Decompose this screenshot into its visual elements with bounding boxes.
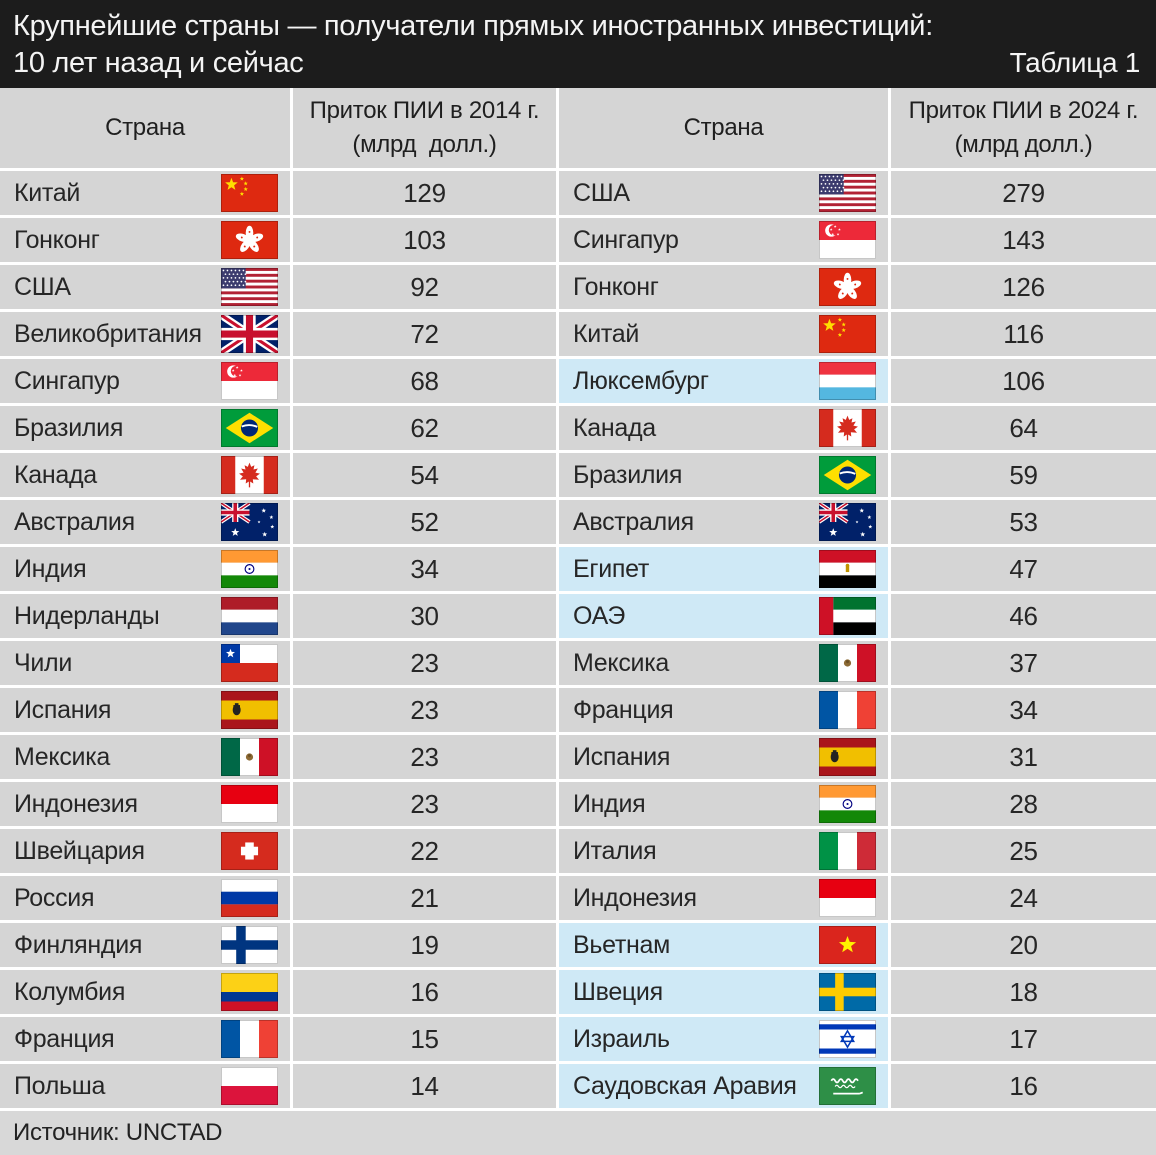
hongkong-flag-icon (819, 268, 876, 306)
fdi-value-2014: 52 (293, 500, 556, 544)
mexico-flag-icon (819, 644, 876, 682)
country-cell-2024 (559, 782, 888, 826)
country-cell-2024 (559, 970, 888, 1014)
fdi-value-2014: 92 (293, 265, 556, 309)
hongkong-flag-icon (221, 221, 278, 259)
fdi-value-2024: 59 (891, 453, 1156, 497)
country-cell-2024 (559, 594, 888, 638)
finland-flag-icon (221, 926, 278, 964)
china-flag-icon (819, 315, 876, 353)
country-cell-2024 (559, 265, 888, 309)
country-cell-2014 (0, 406, 290, 450)
country-name: Индия (573, 789, 646, 818)
country-cell-2014 (0, 923, 290, 967)
fdi-value-2014: 72 (293, 312, 556, 356)
poland-flag-icon (221, 1067, 278, 1105)
country-name: Франция (14, 1024, 115, 1053)
fdi-value-2024: 116 (891, 312, 1156, 356)
country-name: Россия (14, 883, 95, 912)
country-cell-2014 (0, 594, 290, 638)
uk-flag-icon (221, 315, 278, 353)
fdi-value-2014: 54 (293, 453, 556, 497)
fdi-value-2014: 21 (293, 876, 556, 920)
country-name: Австралия (573, 507, 694, 536)
header-country-2014 (0, 88, 290, 168)
source-note: Источник: UNCTAD (0, 1111, 1156, 1155)
fdi-value-2014: 62 (293, 406, 556, 450)
france-flag-icon (221, 1020, 278, 1058)
country-cell-2024 (559, 923, 888, 967)
fdi-value-2024: 126 (891, 265, 1156, 309)
country-name: Индонезия (573, 883, 697, 912)
mexico-flag-icon (221, 738, 278, 776)
country-cell-2024 (559, 735, 888, 779)
sweden-flag-icon (819, 973, 876, 1011)
fdi-value-2024: 24 (891, 876, 1156, 920)
country-name: Чили (14, 648, 72, 677)
country-cell-2024 (559, 829, 888, 873)
country-cell-2024 (559, 359, 888, 403)
country-cell-2024 (559, 876, 888, 920)
country-name: Китай (573, 319, 640, 348)
china-flag-icon (221, 174, 278, 212)
country-name: Бразилия (14, 413, 124, 442)
australia-flag-icon (819, 503, 876, 541)
country-cell-2014 (0, 500, 290, 544)
fdi-value-2014: 129 (293, 171, 556, 215)
country-cell-2014 (0, 218, 290, 262)
fdi-value-2014: 16 (293, 970, 556, 1014)
fdi-value-2014: 14 (293, 1064, 556, 1108)
country-name: Саудовская Аравия (573, 1071, 797, 1100)
header-inflow-2024 (891, 88, 1156, 168)
country-cell-2014 (0, 829, 290, 873)
country-name: Гонконг (14, 225, 100, 254)
fdi-table (0, 88, 1156, 1108)
brazil-flag-icon (819, 456, 876, 494)
fdi-value-2024: 47 (891, 547, 1156, 591)
fdi-value-2024: 106 (891, 359, 1156, 403)
header-subtext: (млрд долл.) (352, 131, 497, 158)
header-text: Приток ПИИ в 2014 г. (309, 97, 540, 124)
country-name: Франция (573, 695, 674, 724)
header-inflow-2014 (293, 88, 556, 168)
country-name: Индонезия (14, 789, 138, 818)
australia-flag-icon (221, 503, 278, 541)
saudi-arabia-flag-icon (819, 1067, 876, 1105)
canada-flag-icon (221, 456, 278, 494)
header-text: Приток ПИИ в 2024 г. (908, 97, 1139, 124)
fdi-value-2024: 20 (891, 923, 1156, 967)
france-flag-icon (819, 691, 876, 729)
fdi-value-2024: 143 (891, 218, 1156, 262)
country-name: Канада (573, 413, 656, 442)
country-cell-2024 (559, 500, 888, 544)
luxembourg-flag-icon (819, 362, 876, 400)
country-name: Израиль (573, 1024, 670, 1053)
fdi-value-2024: 17 (891, 1017, 1156, 1061)
india-flag-icon (819, 785, 876, 823)
country-name: Гонконг (573, 272, 659, 301)
indonesia-flag-icon (221, 785, 278, 823)
fdi-value-2024: 28 (891, 782, 1156, 826)
page-subtitle: 10 лет назад и сейчас (13, 47, 304, 79)
header-text: Страна (683, 114, 764, 141)
fdi-value-2024: 34 (891, 688, 1156, 732)
fdi-value-2014: 15 (293, 1017, 556, 1061)
header-text: Страна (105, 114, 185, 141)
country-cell-2024 (559, 218, 888, 262)
canada-flag-icon (819, 409, 876, 447)
country-cell-2024 (559, 171, 888, 215)
russia-flag-icon (221, 879, 278, 917)
country-name: США (14, 272, 71, 301)
country-cell-2024 (559, 453, 888, 497)
country-name: Китай (14, 178, 81, 207)
fdi-value-2024: 18 (891, 970, 1156, 1014)
israel-flag-icon (819, 1020, 876, 1058)
fdi-value-2014: 19 (293, 923, 556, 967)
fdi-value-2024: 37 (891, 641, 1156, 685)
country-name: Финляндия (14, 930, 143, 959)
country-cell-2024 (559, 312, 888, 356)
country-name: ОАЭ (573, 601, 626, 630)
fdi-value-2014: 23 (293, 735, 556, 779)
country-name: Швейцария (14, 836, 145, 865)
country-cell-2014 (0, 265, 290, 309)
italy-flag-icon (819, 832, 876, 870)
country-name: Индия (14, 554, 87, 583)
country-name: Вьетнам (573, 930, 671, 959)
country-name: Бразилия (573, 460, 683, 489)
usa-flag-icon (221, 268, 278, 306)
country-cell-2014 (0, 312, 290, 356)
fdi-value-2014: 23 (293, 641, 556, 685)
country-name: Нидерланды (14, 601, 160, 630)
country-cell-2014 (0, 1017, 290, 1061)
header-subtext: (млрд долл.) (954, 131, 1093, 158)
country-cell-2024 (559, 1064, 888, 1108)
fdi-value-2014: 68 (293, 359, 556, 403)
country-cell-2014 (0, 688, 290, 732)
uae-flag-icon (819, 597, 876, 635)
fdi-value-2024: 64 (891, 406, 1156, 450)
switzerland-flag-icon (221, 832, 278, 870)
spain-flag-icon (221, 691, 278, 729)
country-name: Австралия (14, 507, 135, 536)
brazil-flag-icon (221, 409, 278, 447)
vietnam-flag-icon (819, 926, 876, 964)
chile-flag-icon (221, 644, 278, 682)
india-flag-icon (221, 550, 278, 588)
country-cell-2014 (0, 641, 290, 685)
country-name: Египет (573, 554, 650, 583)
country-name: Канада (14, 460, 97, 489)
spain-flag-icon (819, 738, 876, 776)
colombia-flag-icon (221, 973, 278, 1011)
country-name: Великобритания (14, 319, 202, 348)
table-number-label: Таблица 1 (1009, 47, 1140, 78)
country-name: Испания (573, 742, 671, 771)
country-name: Мексика (573, 648, 669, 677)
country-cell-2024 (559, 1017, 888, 1061)
title-bar (0, 0, 1156, 88)
country-name: Люксембург (573, 366, 709, 395)
country-name: Испания (14, 695, 112, 724)
country-cell-2014 (0, 1064, 290, 1108)
country-name: Мексика (14, 742, 110, 771)
country-name: Польша (14, 1071, 106, 1100)
singapore-flag-icon (819, 221, 876, 259)
page-title: Крупнейшие страны — получатели прямых иностранных инвестиций: (13, 10, 933, 42)
country-cell-2014 (0, 735, 290, 779)
country-cell-2024 (559, 406, 888, 450)
country-name: Колумбия (14, 977, 126, 1006)
country-name: Италия (573, 836, 657, 865)
country-cell-2024 (559, 641, 888, 685)
netherlands-flag-icon (221, 597, 278, 635)
indonesia-flag-icon (819, 879, 876, 917)
country-name: Сингапур (14, 366, 120, 395)
fdi-value-2024: 53 (891, 500, 1156, 544)
singapore-flag-icon (221, 362, 278, 400)
fdi-value-2024: 16 (891, 1064, 1156, 1108)
fdi-value-2014: 103 (293, 218, 556, 262)
country-cell-2014 (0, 171, 290, 215)
fdi-value-2014: 30 (293, 594, 556, 638)
country-cell-2014 (0, 359, 290, 403)
fdi-value-2014: 22 (293, 829, 556, 873)
country-cell-2024 (559, 547, 888, 591)
fdi-value-2024: 31 (891, 735, 1156, 779)
country-name: Сингапур (573, 225, 679, 254)
fdi-value-2024: 25 (891, 829, 1156, 873)
country-cell-2024 (559, 688, 888, 732)
country-cell-2014 (0, 453, 290, 497)
country-name: США (573, 178, 630, 207)
country-cell-2014 (0, 970, 290, 1014)
country-cell-2014 (0, 547, 290, 591)
country-cell-2014 (0, 782, 290, 826)
fdi-value-2014: 23 (293, 782, 556, 826)
egypt-flag-icon (819, 550, 876, 588)
fdi-value-2024: 46 (891, 594, 1156, 638)
country-cell-2014 (0, 876, 290, 920)
country-name: Швеция (573, 977, 663, 1006)
usa-flag-icon (819, 174, 876, 212)
header-country-2024 (559, 88, 888, 168)
fdi-value-2024: 279 (891, 171, 1156, 215)
fdi-value-2014: 34 (293, 547, 556, 591)
fdi-value-2014: 23 (293, 688, 556, 732)
